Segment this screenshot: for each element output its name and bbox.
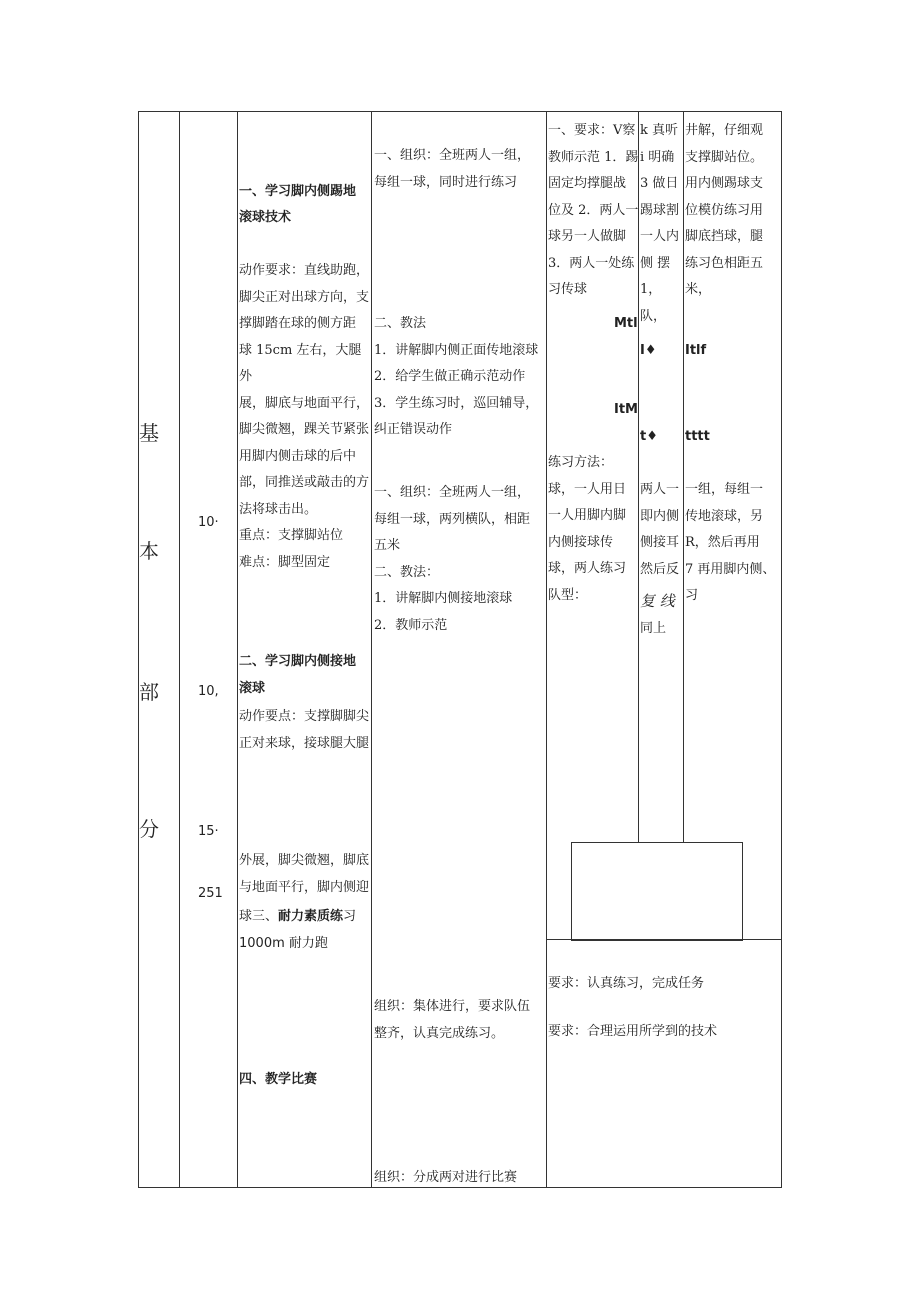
activity-line: 用内侧踢球支 — [685, 176, 764, 191]
description-line: 外展，脚尖微翘，脚底 — [239, 853, 370, 868]
col-divider-2 — [237, 111, 238, 1188]
topic-1-title: 滚球技术 — [239, 210, 292, 225]
activity-line: 一人内 — [640, 229, 680, 244]
description-line: 撑脚踏在球的侧方距 — [239, 316, 357, 331]
description-line: 动作要点：支撑脚脚尖 — [239, 709, 370, 724]
time-value: 251 — [198, 886, 223, 901]
col-divider-1 — [179, 111, 180, 1188]
topic-3-prefix: 球三、 — [239, 909, 279, 924]
activity-line: 教师示范 1．踢 — [548, 149, 639, 165]
activity-line: 位模仿练习用 — [685, 202, 764, 218]
topic-2-description-continued — [239, 848, 372, 901]
activity-mark: Itlf — [685, 343, 707, 358]
activity-line: 支撑脚站位。 — [685, 149, 764, 165]
activity-line: 3 做日 — [640, 176, 679, 191]
activity-line: 习传球 — [548, 282, 588, 297]
practice-method — [548, 450, 640, 609]
activity-mark: tttt — [685, 429, 710, 444]
activity-line: 两人一 — [640, 482, 680, 497]
organization-line: 每组一球，同时进行练习 — [374, 174, 518, 190]
topic-1-description — [239, 258, 372, 576]
time-value: 10, — [198, 684, 219, 699]
practice-method-middle — [640, 477, 684, 583]
activity-line: 练习色相距五 — [685, 255, 764, 271]
activity-line: 井解，仔细观 — [685, 123, 764, 138]
activity-mark: I♦ — [640, 343, 657, 358]
activity-line: 即内侧 — [640, 508, 680, 524]
activity-line: k 真听 — [640, 123, 679, 138]
topic-3-title-line — [239, 906, 356, 927]
activity-line: 米， — [685, 282, 712, 297]
activity-line: 3．两人一处练 — [548, 255, 635, 271]
table-top-border — [138, 111, 782, 112]
organization-line: 每组一球，两列横队，相距 — [374, 511, 531, 527]
description-line: 法将球击出。 — [239, 501, 318, 517]
description-line: 正对来球，接球腿大腿 — [239, 735, 370, 751]
activity-line: 侧 摆 — [640, 255, 671, 271]
activity-line: 习 — [685, 588, 699, 603]
organization-line: 一、组织：全班两人一组， — [374, 485, 531, 500]
organization-block-1 — [374, 143, 546, 196]
method-line: 纠正错误动作 — [374, 422, 453, 437]
requirement-1: 要求：认真练习，完成任务 — [548, 976, 705, 991]
activity-line: R，然后再用 — [685, 535, 760, 550]
topic-3-title: 耐力素质练 — [278, 909, 344, 924]
organization-line: 1．讲解脚内侧接地滚球 — [374, 591, 513, 606]
section-label-char: 本 — [139, 539, 159, 563]
activity-line: 传地滚球，另 — [685, 508, 764, 524]
activity-line: 一组，每组一 — [685, 482, 764, 497]
activity-line: 1，队， — [640, 282, 667, 324]
activity-line: 一、要求：V察 — [548, 123, 636, 138]
activity-line: 固定均撑腿战 — [548, 176, 627, 191]
topic-4-title: 四、教学比赛 — [239, 1072, 318, 1087]
description-line: 与地面平行，脚内侧迎 — [239, 879, 370, 895]
time-value: 15· — [198, 824, 219, 839]
italic-note: 复 线 — [640, 592, 675, 610]
table-right-border — [781, 111, 782, 1188]
organization-line: 五米 — [374, 538, 401, 553]
description-line: 重点：支撑脚站位 — [239, 528, 344, 543]
description-line: 动作要求：直线助跑， — [239, 263, 370, 278]
activity-requirements-right — [685, 118, 781, 304]
teaching-method-block-1 — [374, 311, 546, 444]
same-as-above: 同上 — [640, 621, 667, 636]
activity-requirements — [548, 118, 640, 304]
activity-requirements-middle — [640, 118, 684, 330]
activity-line: 一人用脚内脚 — [548, 508, 627, 523]
activity-line: 然后反 — [640, 561, 680, 577]
activity-line: 队型： — [548, 587, 588, 603]
organization-block-4: 组织：分成两对进行比赛 — [374, 1170, 518, 1185]
topic-3-suffix: 习 — [343, 909, 357, 924]
description-line: 脚尖微翘，踝关节紧张 — [239, 422, 370, 437]
topic-2-title: 二、学习脚内侧接地 — [239, 654, 357, 669]
topic-2-title: 滚球 — [239, 681, 266, 696]
description-line: 部，同推送或敲击的方 — [239, 475, 370, 490]
description-line: 球 15cm 左右，大腿外 — [239, 342, 362, 384]
activity-mark: t♦ — [640, 429, 658, 444]
activity-line: 踢球割 — [640, 202, 680, 218]
organization-line: 2．教师示范 — [374, 617, 448, 633]
section-label-char: 部 — [139, 680, 159, 704]
organization-line: 一、组织：全班两人一组， — [374, 148, 531, 163]
activity-line: 球另一人做脚 — [548, 229, 627, 244]
activity-line: 7 再用脚内侧、 — [685, 561, 776, 577]
description-line: 用脚内侧击球的后中 — [239, 448, 357, 464]
requirement-2: 要求：合理运用所学到的技术 — [548, 1024, 718, 1039]
activity-line: 球，两人练习 — [548, 561, 627, 576]
activity-line: 内侧接球传 — [548, 534, 614, 550]
time-value: 10· — [198, 515, 219, 530]
activity-line: i 明确 — [640, 149, 675, 165]
method-line: 二、教法 — [374, 316, 427, 331]
activity-mark: ItM — [614, 402, 638, 417]
description-line: 展，脚底与地面平行， — [239, 395, 370, 411]
organization-line: 组织：集体进行，要求队伍 — [374, 999, 531, 1014]
section-label-char: 基 — [139, 421, 159, 445]
method-line: 1．讲解脚内侧正面传地滚球 — [374, 342, 539, 358]
formation-diagram-box — [571, 842, 743, 941]
table-left-border — [138, 111, 139, 1188]
activity-line: 侧接耳 — [640, 535, 680, 550]
description-line: 脚尖正对出球方向，支 — [239, 289, 370, 305]
practice-method-right — [685, 477, 781, 610]
organization-line: 整齐，认真完成练习。 — [374, 1025, 505, 1041]
description-line: 难点：脚型固定 — [239, 554, 331, 570]
topic-2-description — [239, 704, 372, 757]
method-line: 3．学生练习时，巡回辅导， — [374, 395, 539, 411]
activity-mark: Mtl — [614, 316, 638, 331]
organization-block-2 — [374, 480, 546, 639]
activity-line: 球，一人用日 — [548, 481, 627, 497]
topic-1-title: 一、学习脚内侧踢地 — [239, 184, 357, 199]
method-line: 2．给学生做正确示范动作 — [374, 369, 526, 384]
organization-block-3 — [374, 994, 546, 1047]
activity-line: 练习方法： — [548, 455, 614, 470]
section-label-char: 分 — [139, 817, 159, 841]
activity-line: 位及 2．两人一 — [548, 202, 639, 218]
organization-line: 二、教法： — [374, 564, 440, 580]
col-divider-4 — [546, 111, 547, 1188]
topic-3-content: 1000m 耐力跑 — [239, 936, 328, 951]
activity-line: 脚底挡球，腿 — [685, 229, 764, 244]
